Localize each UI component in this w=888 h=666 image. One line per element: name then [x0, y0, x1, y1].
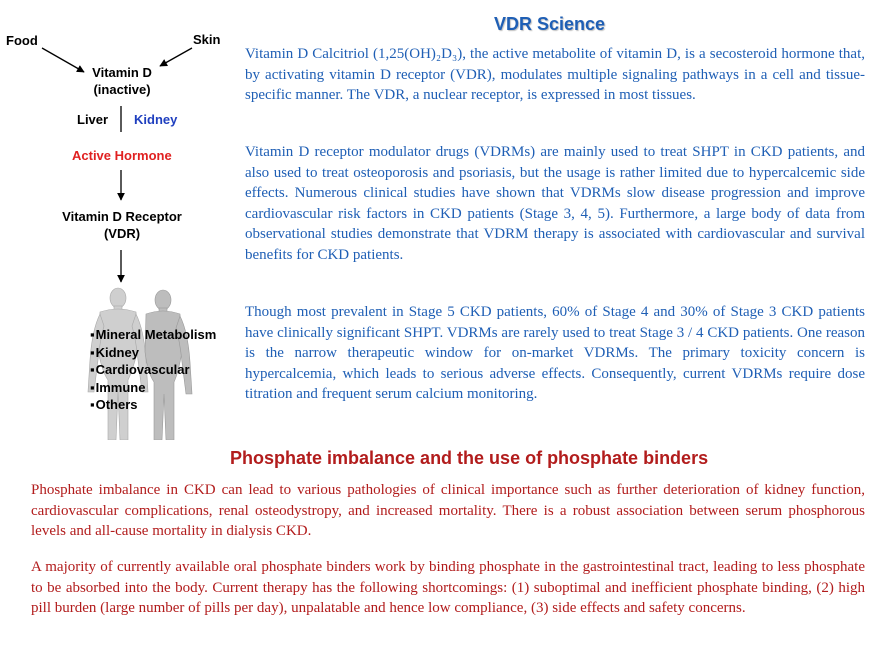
vitamin-d-status: (inactive): [93, 82, 151, 97]
food-label: Food: [6, 33, 38, 48]
vdr-receptor-label: [52, 208, 192, 242]
list-item: ▪ Cardiovascular: [90, 361, 216, 379]
receptor-abbrev: (VDR): [103, 226, 141, 241]
list-item: ▪ Kidney: [90, 344, 216, 362]
liver-label: Liver: [77, 112, 109, 127]
skin-label: Skin: [193, 32, 221, 47]
phosphate-paragraph-2: A majority of currently available oral phosphate binders work by binding phosphate in the gastrointestinal tract, leading to less phosphate to be absorbed into the body. Current therapy has the following shortcomings: (1) suboptimal and inefficient phosphate binding, (2) high pill burden (large number of pills per day), unpalatable and hence low compliance, (3) side effects and safety concerns.: [31, 559, 865, 616]
vdr-paragraph-1: Vitamin D Calcitriol (1,25(OH)₂D₃), the active metabolite of vitamin D, is a secosteroid hormone that, by activating vitamin D receptor (VDR), modulates multiple signaling pathways in a cell and tissue-specific manner. The VDR, a nuclear receptor, is expressed in most tissues.: [245, 46, 865, 103]
vitamin-d-name: Vitamin D: [92, 65, 152, 80]
vdr-paragraph-3: Though most prevalent in Stage 5 CKD patients, 60% of Stage 4 and 30% of Stage 3 CKD patients have clinically significant SHPT. VDRMs are rarely used to treat Stage 3 / 4 CKD patients. One reason is the narrow therapeutic window for on-market VDRMs. The primary toxicity concern is hypercalcemia, which leads to serious adverse effects. Consequently, current VDRMs require dose titration and frequent serum calcium monitoring.: [245, 304, 865, 402]
phosphate-paragraph-1: Phosphate imbalance in CKD can lead to various pathologies of clinical importance such as further deterioration of kidney function, cardiovascular complications, renal osteodystropy, and increased mortality. There is a robust association between serum phosphorous levels and all-cause mortality in dialysis CKD.: [31, 482, 865, 539]
vdr-paragraph-2: Vitamin D receptor modulator drugs (VDRMs) are mainly used to treat SHPT in CKD patients, and also used to treat osteoporosis and psoriasis, but the usage is rather limited due to hypercalcemic side effects. Numerous clinical studies have shown that VDRMs slow disease progression and improve cardiovascular risk factors in CKD patients (Stage 3, 4, 5). Furthermore, a large body of data from observational studies demonstrate that VDRM therapy is associated with cardiovascular and survival benefits for CKD patients.: [245, 144, 865, 263]
list-item: ▪ Mineral Metabolism: [90, 326, 216, 344]
active-hormone-label: Active Hormone: [72, 148, 172, 163]
vitamin-d-pathway-diagram: [0, 0, 240, 440]
target-system-list: [90, 326, 216, 414]
vdr-section-title: VDR Science: [494, 14, 606, 34]
kidney-label: Kidney: [134, 112, 178, 127]
phosphate-section-title: Phosphate imbalance and the use of phosphate binders: [230, 448, 709, 468]
list-item: ▪ Immune: [90, 379, 216, 397]
receptor-name: Vitamin D Receptor: [62, 209, 182, 224]
vitamin-d-label: [70, 64, 174, 98]
list-item: ▪ Others: [90, 396, 216, 414]
